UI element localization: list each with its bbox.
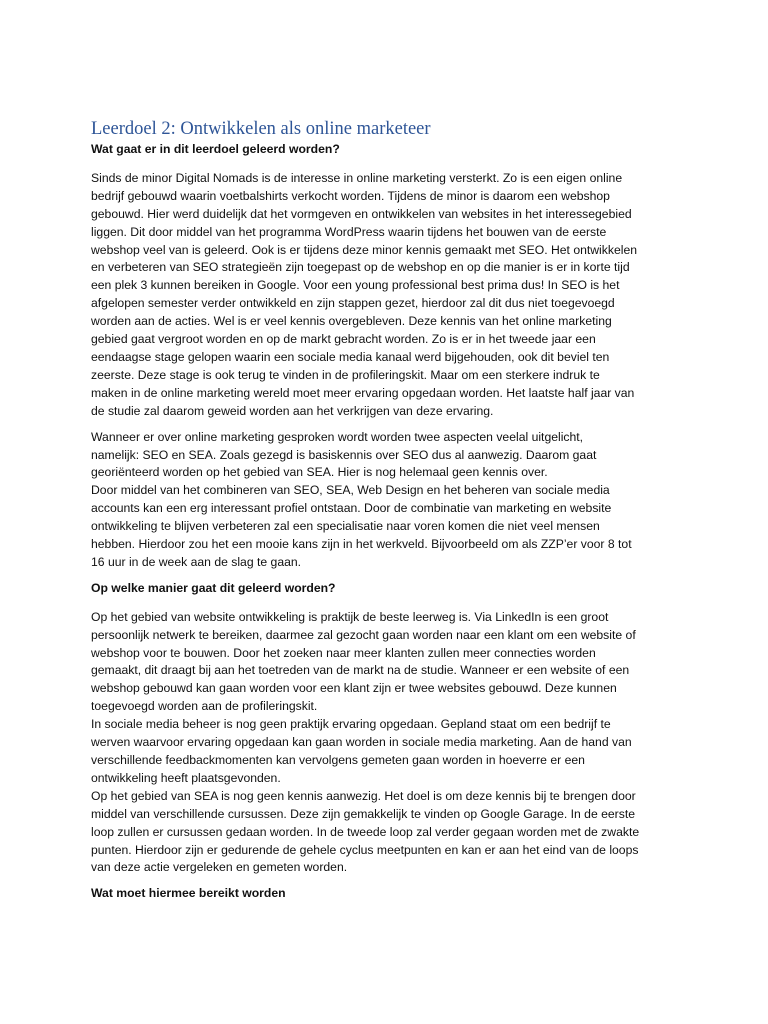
text-line: middel van verschillende cursussen. Deze zijn gemakkelijk te vinden op Google Garage. In de eerste (91, 806, 635, 821)
text-line: verschillende feedbackmomenten kan vervolgens gemeten gaan worden in hoeverre er een (91, 753, 585, 767)
document-sections (91, 141, 679, 903)
text-line: eendaagse stage gelopen waarin een sociale media kanaal werd bijgehouden, ook dit beviel ten (91, 349, 610, 364)
section-heading: Wat moet hiermee bereikt worden (91, 886, 286, 901)
text-line: worden aan de acties. Wel is er veel kennis overgebleven. Deze kennis van het online marketing (91, 314, 612, 329)
text-line: bedrijf gebouwd waarin voetbalshirts verkocht worden. Tijdens de minor is daarom een webshop (91, 188, 610, 203)
text-line: gebouwd. Hier werd duidelijk dat het vormgeven en ontwikkelen van websites in het interessegebied (91, 206, 632, 221)
text-line: gemaakt, dit draagt bij aan het toetreden van de markt na de studie. Wanneer er een website of een (91, 663, 630, 678)
text-line: maken in de online marketing wereld moet meer ervaring opgedaan worden. Het laatste half jaar van (91, 385, 635, 400)
text-line: ontwikkeling heeft plaatsgevonden. (91, 770, 281, 785)
text-line: webshop voor te bouwen. Door het zoeken naar meer klanten zullen meer connecties worden (91, 645, 596, 660)
paragraph (91, 170, 679, 421)
text-line: 16 uur in de week aan de slag te gaan. (91, 554, 302, 569)
section (91, 580, 679, 878)
paragraph (91, 609, 679, 878)
text-line: de studie zal daarom geweid worden aan het verkrijgen van deze ervaring. (91, 403, 494, 418)
section-heading: Wat gaat er in dit leerdoel geleerd worden? (91, 142, 340, 156)
text-line: afgelopen semester verder ontwikkeld en zijn stappen gezet, hierdoor zal dit dus niet toegevoegd (91, 296, 615, 311)
text-line: ontwikkeling te blijven verbeteren zal een specialisatie naar voren komen die niet veel mensen (91, 519, 600, 534)
text-line: toegevoegd worden aan de profileringskit. (91, 699, 318, 714)
text-line: een plek 3 kunnen bereiken in Google. Voor een young professional best prima dus! In SEO is het (91, 278, 620, 293)
text-line: hebben. Hierdoor zou het een mooie kans zijn in het werkveld. Bijvoorbeeld om als ZZP’er voor 8 tot (91, 537, 632, 552)
text-line: en verbeteren van SEO strategieën zijn toegepast op de webshop en op die manier is er in korte tijd (91, 260, 630, 275)
text-line: webshop veel van is geleerd. Ook is er tijdens deze minor kennis gemaakt met SEO. Het ontwikkelen (91, 242, 637, 257)
text-line: georiënteerd worden op het gebied van SEA. Hier is nog helemaal geen kennis over. (91, 465, 548, 480)
text-line: persoonlijk netwerk te bereiken, daarmee zal gezocht gaan worden naar een klant om een website of (91, 627, 636, 642)
text-line: zeerste. Deze stage is ook terug te vinden in de profileringskit. Maar om een sterkere indruk te (91, 367, 600, 382)
section (91, 885, 679, 903)
text-line: Sinds de minor Digital Nomads is de interesse in online marketing versterkt. Zo is een eigen online (91, 170, 623, 185)
text-line: liggen. Dit door middel van het programma WordPress waarin tijdens het bouwen van de eerste (91, 224, 607, 239)
document-content (91, 117, 679, 914)
text-line: namelijk: SEO en SEA. Zoals gezegd is basiskennis over SEO dus al aanwezig. Daarom gaat (91, 447, 597, 462)
text-line: werven waarvoor ervaring opgedaan kan gaan worden in sociale media marketing. Aan de hand van (91, 735, 632, 750)
text-line: loop zullen er cursussen gedaan worden. In de tweede loop zal verder gegaan worden met de zwakte (91, 824, 640, 839)
text-line: Op het gebied van website ontwikkeling is praktijk de beste leerweg is. Via LinkedIn is een groot (91, 609, 609, 624)
text-line: In sociale media beheer is nog geen praktijk ervaring opgedaan. Gepland staat om een bedrijf te (91, 717, 611, 732)
paragraph (91, 429, 679, 572)
text-line: punten. Hierdoor zijn er gedurende de gehele cyclus meetpunten en kan er aan het eind van de loops (91, 842, 639, 857)
text-line: Door middel van het combineren van SEO, SEA, Web Design en het beheren van sociale media (91, 483, 610, 498)
section-heading: Op welke manier gaat dit geleerd worden? (91, 580, 336, 595)
text-line: webshop gebouwd kan gaan worden voor een klant zijn er twee websites gebouwd. Deze kunnen (91, 681, 617, 696)
section (91, 141, 679, 572)
text-line: gebied gaat vergroot worden en op de markt gebracht worden. Zo is er in het tweede jaar een (91, 332, 596, 347)
page-title: Leerdoel 2: Ontwikkelen als online marketeer (91, 119, 431, 139)
text-line: Wanneer er over online marketing gesproken wordt worden twee aspecten veelal uitgelicht, (91, 429, 584, 444)
text-line: Op het gebied van SEA is nog geen kennis aanwezig. Het doel is om deze kennis bij te brengen door (91, 788, 636, 803)
text-line: van deze actie vergeleken en gemeten worden. (91, 860, 348, 875)
text-line: accounts kan een erg interessant profiel ontstaan. Door de combinatie van marketing en website (91, 501, 612, 516)
